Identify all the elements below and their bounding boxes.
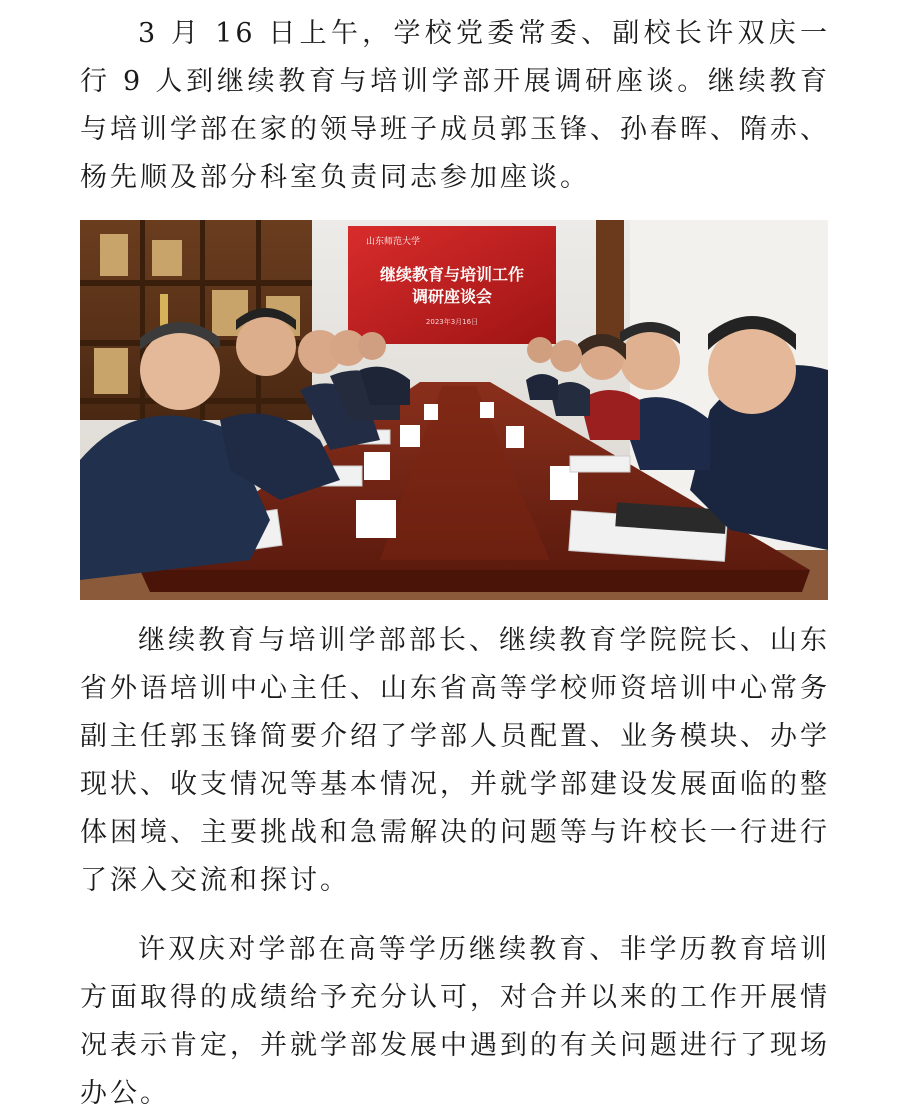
paragraph-intro: 3 月 16 日上午，学校党委常委、副校长许双庆一行 9 人到继续教育与培训学部开展调研座谈。继续教育与培训学部在家的领导班子成员郭玉锋、孙春晖、隋赤、杨先顺及部分科室负责同志参加座谈。 <box>80 18 830 193</box>
screen-logo-text: 山东师范大学 <box>366 237 421 247</box>
screen-title-line1: 继续教育与培训工作 <box>379 265 525 284</box>
meeting-photo <box>80 220 828 600</box>
screen-date: 2023年3月16日 <box>425 318 479 326</box>
paragraph-affirmation: 许双庆对学部在高等学历继续教育、非学历教育培训方面取得的成绩给予充分认可，对合并以来的工作开展情况表示肯定，并就学部发展中遇到的有关问题进行了现场办公。 <box>80 934 830 1109</box>
screen-title-line2: 调研座谈会 <box>411 287 493 306</box>
paragraph-introduction-report: 继续教育与培训学部部长、继续教育学院院长、山东省外语培训中心主任、山东省高等学校师资培训中心常务副主任郭玉锋简要介绍了学部人员配置、业务模块、办学现状、收支情况等基本情况，并就学部建设发展面临的整体困境、主要挑战和急需解决的问题等与许校长一行进行了深入交流和探讨。 <box>80 625 830 896</box>
